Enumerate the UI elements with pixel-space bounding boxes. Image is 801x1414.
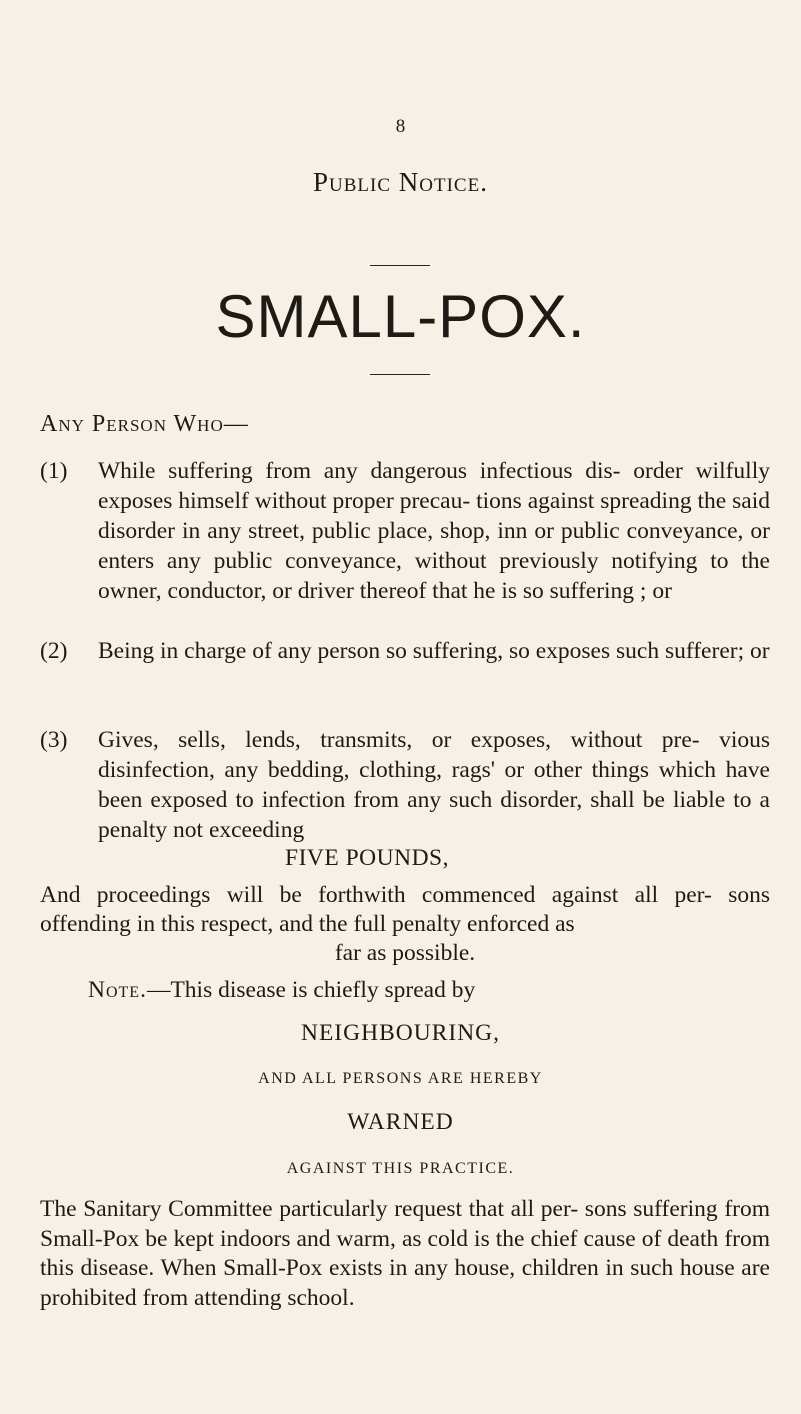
notice-title: Public Notice.: [313, 167, 488, 197]
proceedings-last-line: far as possible.: [334, 940, 476, 966]
penalty-amount: FIVE POUNDS,: [285, 845, 449, 871]
clause-text: Gives, sells, lends, transmits, or exposes, without pre- vious disinfection, any bedding, clothing, rags' or other things which have been exposed to infection from any such disorder, shall be liable to a penalty not exceeding: [98, 727, 770, 843]
page-number: 8: [395, 116, 406, 137]
clause-number: (1): [40, 458, 68, 484]
sanitary-paragraph: The Sanitary Committee particularly request that all per- sons suffering from Small-Pox be kept indoors and warm, as cold is the chief cause of death from this disease. When Small-Pox exists in any house, children in such house are prohibited from attending school.: [40, 1196, 770, 1311]
note-line: [88, 977, 475, 1004]
neighbouring-word: NEIGHBOURING,: [300, 1020, 501, 1046]
headline: SMALL-POX.: [215, 283, 586, 350]
clause-3: [40, 725, 770, 845]
divider-bottom: [370, 374, 430, 375]
clause-text: Being in charge of any person so suffering, so exposes such sufferer; or: [98, 638, 770, 664]
against-practice-line: AGAINST THIS PRACTICE.: [286, 1160, 515, 1177]
divider-top: [370, 265, 430, 266]
clause-number: (3): [40, 727, 68, 753]
proceedings-paragraph: [40, 881, 770, 968]
proceedings-text: And proceedings will be forthwith commenced against all per- sons offending in this respect, and the full penalty enforced as: [40, 882, 770, 937]
clause-1: [40, 456, 770, 606]
clause-text: While suffering from any dangerous infectious dis- order wilfully exposes himself without proper precau- tions against spreading the said disorder in any street, public place, shop, inn or public conveyance, or enters any public conveyance, without previously notifying to the owner, conductor, or driver thereof that he is so suffering ; or: [98, 458, 770, 604]
intro-heading: Any Person Who—: [40, 411, 249, 437]
all-persons-line: AND ALL PERSONS ARE HEREBY: [258, 1070, 543, 1087]
warned-word: WARNED: [347, 1109, 454, 1135]
clause-number: (2): [40, 638, 68, 664]
clause-2: [40, 636, 770, 666]
note-text: —This disease is chiefly spread by: [146, 977, 476, 1003]
note-label: Note.: [88, 977, 147, 1003]
